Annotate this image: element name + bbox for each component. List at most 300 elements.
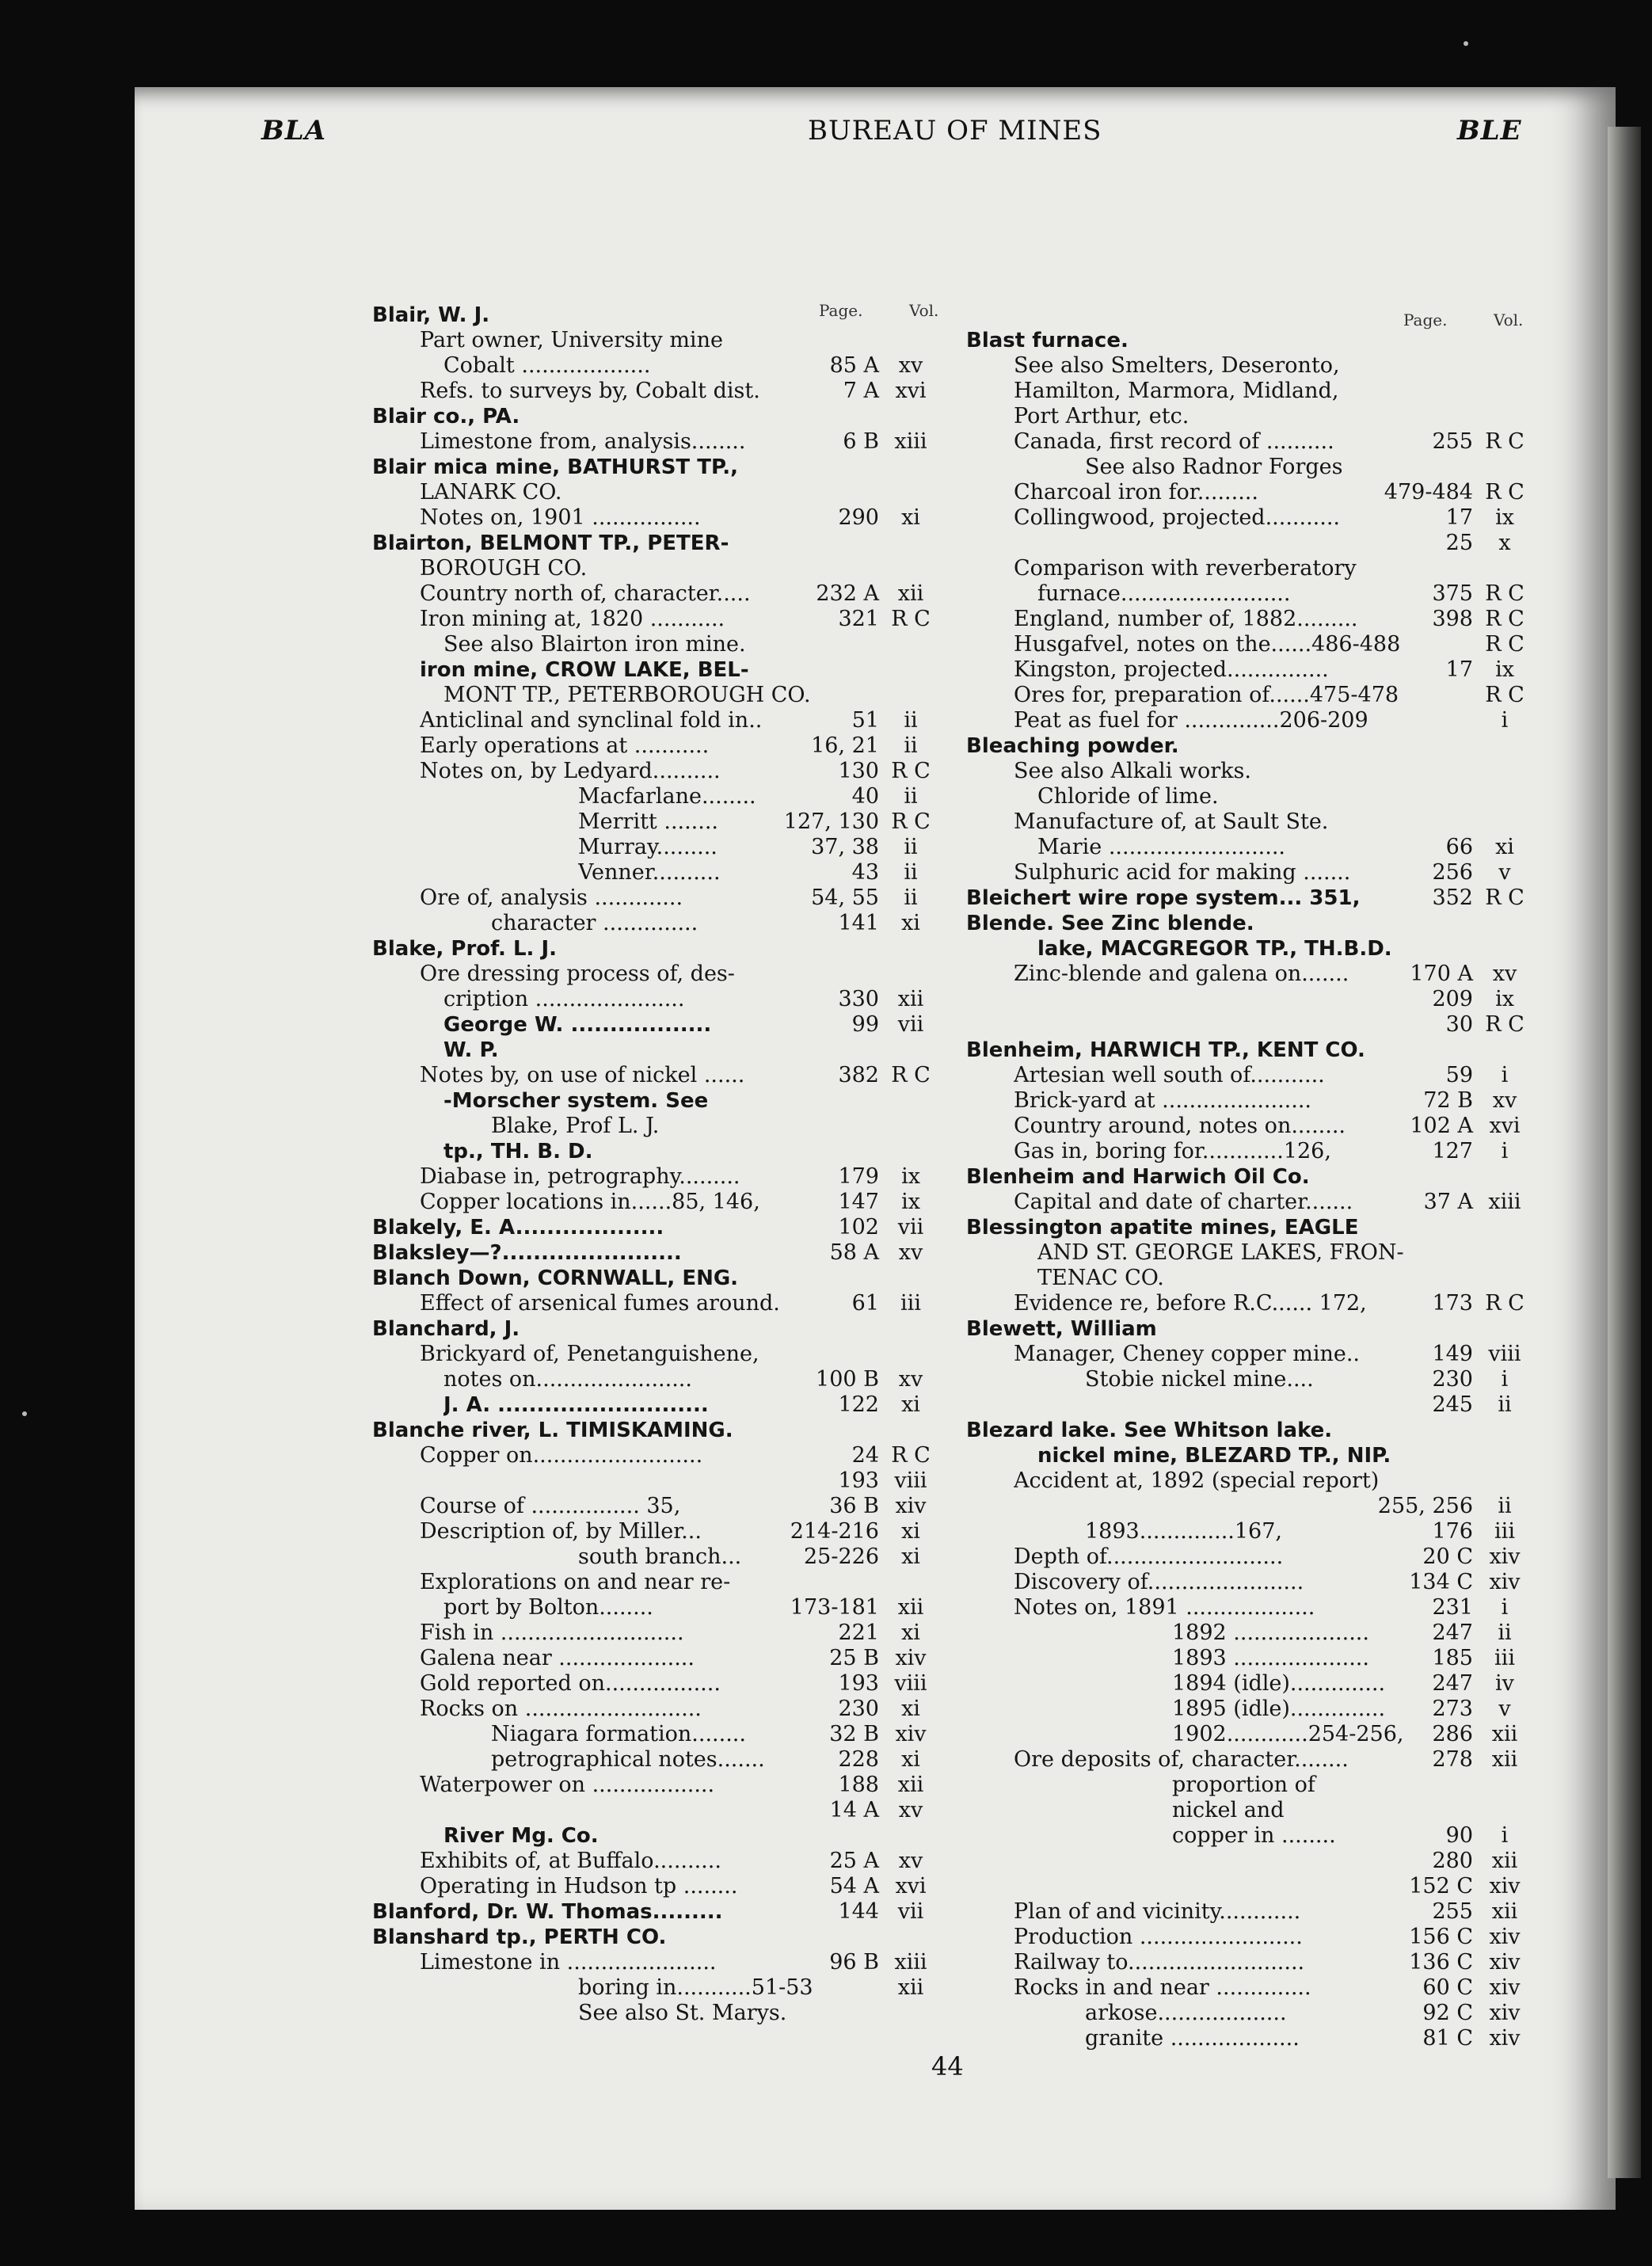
entry-text: Blanshard tp., PERTH CO. — [372, 1925, 667, 1949]
index-entry — [372, 429, 934, 455]
entry-text: Blakely, E. A................... — [372, 1216, 664, 1240]
entry-text: Collingwood, projected........... — [1014, 505, 1341, 530]
entry-text: notes on....................... — [443, 1367, 692, 1392]
entry-text: Blair, W. J. — [372, 303, 490, 327]
index-entry — [966, 1291, 1528, 1316]
entry-text: Blanch Down, CORNWALL, ENG. — [372, 1266, 739, 1290]
entry-page: 479-484 — [1384, 480, 1473, 505]
entry-text: Operating in Hudson tp ........ — [420, 1874, 738, 1898]
entry-text: Rocks on .......................... — [420, 1697, 702, 1721]
entry-page: 17 — [1445, 657, 1473, 682]
entry-text: Manufacture of, at Sault Ste. — [1014, 809, 1329, 834]
entry-page: 156 C — [1409, 1925, 1473, 1949]
entry-text: Gas in, boring for............126, — [1014, 1139, 1331, 1163]
index-entry — [372, 1646, 934, 1671]
entry-text: Ore deposits of, character........ — [1014, 1747, 1349, 1772]
entry-text: Galena near .................... — [420, 1646, 695, 1670]
entry-page: 99 — [851, 1012, 879, 1037]
index-entry — [966, 1418, 1528, 1443]
index-entry — [966, 455, 1528, 480]
entry-volume: R C — [1485, 885, 1524, 910]
entry-text: Course of ................ 35, — [420, 1494, 681, 1518]
entry-page: 398 — [1432, 607, 1473, 631]
index-entry — [966, 809, 1528, 835]
index-entry — [966, 1443, 1528, 1468]
entry-page: 100 B — [816, 1367, 879, 1392]
entry-text: TENAC CO. — [1037, 1266, 1164, 1290]
index-entry — [372, 303, 934, 328]
index-entry — [966, 1164, 1528, 1190]
entry-text: Blewett, William — [966, 1317, 1157, 1341]
index-entry — [966, 733, 1528, 759]
entry-text: BOROUGH CO. — [420, 556, 588, 581]
entry-volume: ii — [1498, 1620, 1512, 1645]
entry-volume: R C — [891, 809, 931, 834]
entry-page: 54, 55 — [811, 885, 879, 910]
entry-text: Limestone in ...................... — [420, 1950, 717, 1975]
index-entry — [966, 657, 1528, 683]
index-entry — [372, 1266, 934, 1291]
index-entry — [372, 1215, 934, 1240]
entry-page: 221 — [838, 1620, 879, 1645]
entry-text: 1895 (idle).............. — [1172, 1697, 1386, 1721]
entry-volume: xiv — [895, 1646, 927, 1670]
entry-volume: xiv — [1489, 2026, 1521, 2051]
entry-volume: vii — [897, 1012, 924, 1037]
entry-text: Limestone from, analysis........ — [420, 429, 746, 454]
index-entry — [966, 1570, 1528, 1595]
entry-volume: xiii — [1488, 1190, 1521, 1214]
index-entry — [966, 911, 1528, 936]
index-entry — [372, 1899, 934, 1925]
entry-page: 256 — [1432, 860, 1473, 885]
index-entry — [966, 708, 1528, 733]
index-entry — [372, 328, 934, 353]
index-entry — [966, 1114, 1528, 1139]
entry-page: 147 — [838, 1190, 879, 1214]
index-entry — [372, 911, 934, 936]
entry-page: 58 A — [829, 1240, 879, 1265]
entry-text: Hamilton, Marmora, Midland, — [1014, 379, 1339, 403]
entry-text: Refs. to surveys by, Cobalt dist. — [420, 379, 760, 403]
index-entry — [966, 1190, 1528, 1215]
entry-text: Depth of.......................... — [1014, 1544, 1284, 1569]
entry-text: Notes on, 1901 ................ — [420, 505, 701, 530]
index-entry — [966, 1874, 1528, 1899]
entry-text: Copper locations in......85, 146, — [420, 1190, 760, 1214]
entry-page: 16, 21 — [811, 733, 879, 758]
entry-volume: iv — [1495, 1671, 1514, 1696]
index-entry — [372, 784, 934, 809]
entry-text: MONT TP., PETERBOROUGH CO. — [443, 683, 811, 707]
entry-text: Manager, Cheney copper mine.. — [1014, 1342, 1361, 1366]
entry-page: 141 — [838, 911, 879, 935]
entry-volume: xvi — [1489, 1114, 1521, 1138]
entry-page: 278 — [1432, 1747, 1473, 1772]
index-entry — [372, 556, 934, 581]
entry-text: Copper on......................... — [420, 1443, 703, 1468]
entry-text: Blessington apatite mines, EAGLE — [966, 1216, 1359, 1240]
index-entry — [372, 885, 934, 911]
index-entry — [966, 1519, 1528, 1544]
entry-text: proportion of — [1172, 1773, 1315, 1797]
index-entry — [372, 936, 934, 962]
entry-text: W. P. — [443, 1038, 499, 1062]
entry-text: Railway to.......................... — [1014, 1950, 1305, 1975]
entry-page: 179 — [838, 1164, 879, 1189]
index-entry — [966, 683, 1528, 708]
entry-volume: xi — [901, 1519, 920, 1544]
entry-page: 193 — [838, 1671, 879, 1696]
entry-text: See also St. Marys. — [578, 2001, 787, 2025]
index-entry — [372, 1190, 934, 1215]
entry-text: AND ST. GEORGE LAKES, FRON- — [1037, 1240, 1404, 1265]
entry-volume: R C — [1485, 480, 1524, 505]
entry-text: Blaksley—?....................... — [372, 1241, 682, 1265]
index-entry — [966, 1925, 1528, 1950]
entry-volume: xv — [898, 1240, 923, 1265]
entry-volume: ix — [901, 1190, 920, 1214]
entry-volume: xi — [901, 505, 920, 530]
entry-page: 20 C — [1422, 1544, 1473, 1569]
entry-text: 1894 (idle).............. — [1172, 1671, 1386, 1696]
entry-text: Ore dressing process of, des- — [420, 962, 735, 986]
entry-page: 255, 256 — [1377, 1494, 1473, 1518]
dust-speck — [1464, 41, 1468, 46]
entry-text: Part owner, University mine — [420, 328, 723, 352]
index-entry — [372, 1012, 934, 1038]
entry-volume: R C — [891, 1063, 931, 1087]
entry-text: Discovery of....................... — [1014, 1570, 1304, 1594]
index-column-right — [966, 328, 1528, 2051]
entry-page: 382 — [838, 1063, 879, 1087]
index-entry — [966, 1722, 1528, 1747]
entry-text: iron mine, CROW LAKE, BEL- — [420, 658, 749, 682]
entry-text: Venner.......... — [578, 860, 721, 885]
index-entry — [372, 379, 934, 404]
entry-page: 60 C — [1422, 1975, 1473, 2000]
entry-page: 36 B — [829, 1494, 879, 1518]
entry-volume: i — [1501, 1139, 1509, 1163]
entry-page: 40 — [851, 784, 879, 809]
entry-volume: v — [1498, 1697, 1511, 1721]
entry-text: Blast furnace. — [966, 329, 1129, 352]
entry-volume: R C — [1485, 1291, 1524, 1316]
header-center: BUREAU OF MINES — [808, 115, 1102, 147]
index-entry — [966, 1316, 1528, 1342]
entry-page: 231 — [1432, 1595, 1473, 1620]
entry-volume: ii — [904, 708, 918, 733]
entry-text: Blair co., PA. — [372, 405, 520, 428]
index-entry — [966, 1392, 1528, 1418]
entry-page: 6 B — [843, 429, 879, 454]
right-vol-heading: Vol. — [1494, 310, 1524, 329]
entry-text: Blende. See Zinc blende. — [966, 912, 1254, 935]
right-page-heading: Page. — [1403, 310, 1448, 329]
entry-page: 193 — [838, 1468, 879, 1493]
entry-volume: iii — [1494, 1519, 1515, 1544]
entry-page: 37, 38 — [811, 835, 879, 859]
entry-volume: iii — [900, 1291, 921, 1316]
index-entry — [966, 1697, 1528, 1722]
left-page-heading: Page. — [819, 301, 863, 320]
entry-text: 1893 .................... — [1172, 1646, 1369, 1670]
index-entry — [966, 860, 1528, 885]
entry-page: 54 A — [829, 1874, 879, 1898]
entry-volume: xii — [1491, 1747, 1518, 1772]
index-entry — [372, 1392, 934, 1418]
index-entry — [372, 1038, 934, 1063]
entry-text: Accident at, 1892 (special report) — [1014, 1468, 1380, 1493]
index-entry — [966, 835, 1528, 860]
entry-text: copper in ........ — [1172, 1823, 1336, 1848]
index-entry — [966, 784, 1528, 809]
entry-page: 230 — [838, 1697, 879, 1721]
entry-text: Blake, Prof L. J. — [491, 1114, 660, 1138]
entry-text: Anticlinal and synclinal fold in.. — [420, 708, 763, 733]
entry-page: 37 A — [1423, 1190, 1473, 1214]
entry-text: Kingston, projected............... — [1014, 657, 1329, 682]
entry-text: Marie .......................... — [1037, 835, 1285, 859]
entry-text: River Mg. Co. — [443, 1824, 599, 1848]
index-entry — [372, 1570, 934, 1595]
index-entry — [966, 2001, 1528, 2026]
entry-text: See also Radnor Forges — [1085, 455, 1343, 479]
entry-page: 286 — [1432, 1722, 1473, 1746]
entry-volume: xvi — [895, 379, 927, 403]
entry-text: Blanford, Dr. W. Thomas......... — [372, 1900, 723, 1924]
entry-volume: ii — [1498, 1392, 1512, 1417]
index-entry — [372, 480, 934, 505]
entry-text: furnace......................... — [1037, 581, 1291, 606]
index-entry — [966, 1215, 1528, 1240]
entry-text: Rocks in and near .............. — [1014, 1975, 1311, 2000]
entry-text: Ores for, preparation of......475-478 — [1014, 683, 1399, 707]
entry-page: 92 C — [1422, 2001, 1473, 2025]
entry-text: Notes on, 1891 ................... — [1014, 1595, 1315, 1620]
entry-text: Merritt ........ — [578, 809, 719, 834]
entry-text: Blezard lake. See Whitson lake. — [966, 1419, 1333, 1442]
index-entry — [372, 1114, 934, 1139]
entry-page: 25 — [1445, 531, 1473, 555]
entry-text: Blairton, BELMONT TP., PETER- — [372, 531, 729, 555]
entry-text: -Morscher system. See — [443, 1089, 709, 1113]
entry-page: 228 — [838, 1747, 879, 1772]
index-entry — [966, 1950, 1528, 1975]
entry-volume: xii — [1491, 1722, 1518, 1746]
index-entry — [372, 809, 934, 835]
index-entry — [372, 1823, 934, 1849]
entry-text: Diabase in, petrography......... — [420, 1164, 740, 1189]
entry-text: Zinc-blende and galena on....... — [1014, 962, 1349, 986]
entry-page: 30 — [1445, 1012, 1473, 1037]
entry-text: Blake, Prof. L. J. — [372, 937, 558, 961]
entry-text: Waterpower on .................. — [420, 1773, 715, 1797]
entry-volume: R C — [1485, 581, 1524, 606]
index-entry — [966, 1823, 1528, 1849]
entry-text: George W. .................. — [443, 1013, 712, 1037]
index-entry — [966, 936, 1528, 962]
entry-page: 232 A — [816, 581, 879, 606]
entry-text: Artesian well south of........... — [1014, 1063, 1325, 1087]
index-entry — [372, 962, 934, 987]
index-entry — [372, 1468, 934, 1494]
entry-volume: xi — [901, 1747, 920, 1772]
entry-page: 32 B — [829, 1722, 879, 1746]
entry-page: 51 — [851, 708, 879, 733]
entry-volume: xi — [901, 1620, 920, 1645]
entry-volume: xiii — [894, 429, 927, 454]
entry-page: 81 C — [1422, 2026, 1473, 2051]
entry-volume: vii — [897, 1215, 924, 1240]
entry-volume: xv — [898, 1798, 923, 1822]
entry-text: Gold reported on................. — [420, 1671, 721, 1696]
entry-volume: i — [1501, 1063, 1509, 1087]
entry-volume: xiv — [1489, 1950, 1521, 1975]
entry-text: J. A. ........................... — [443, 1393, 709, 1417]
entry-text: Sulphuric acid for making ....... — [1014, 860, 1351, 885]
index-entry — [372, 1088, 934, 1114]
index-column-left — [372, 303, 934, 2026]
entry-volume: xii — [1491, 1849, 1518, 1873]
entry-volume: xiv — [895, 1494, 927, 1518]
entry-page: 102 — [838, 1215, 879, 1240]
entry-page: 25 A — [829, 1849, 879, 1873]
entry-text: Comparison with reverberatory — [1014, 556, 1357, 581]
entry-volume: ii — [904, 835, 918, 859]
entry-volume: R C — [891, 1443, 931, 1468]
entry-page: 273 — [1432, 1697, 1473, 1721]
entry-page: 149 — [1432, 1342, 1473, 1366]
entry-volume: xv — [1492, 962, 1517, 986]
index-entry — [372, 2001, 934, 2026]
entry-text: character .............. — [491, 911, 698, 935]
index-entry — [372, 1874, 934, 1899]
index-entry — [966, 1342, 1528, 1367]
entry-volume: xi — [901, 1392, 920, 1417]
index-entry — [372, 1975, 934, 2001]
index-entry — [372, 353, 934, 379]
entry-text: Blenheim and Harwich Oil Co. — [966, 1165, 1310, 1189]
entry-volume: xiv — [895, 1722, 927, 1746]
entry-page: 66 — [1445, 835, 1473, 859]
index-entry — [372, 1139, 934, 1164]
index-entry — [966, 1899, 1528, 1925]
entry-text: Country around, notes on........ — [1014, 1114, 1346, 1138]
entry-page: 176 — [1432, 1519, 1473, 1544]
entry-text: Plan of and vicinity............ — [1014, 1899, 1301, 1924]
entry-text: Niagara formation........ — [491, 1722, 746, 1746]
entry-page: 352 — [1432, 885, 1473, 910]
entry-volume: viii — [1488, 1342, 1521, 1366]
entry-volume: xiv — [1489, 1925, 1521, 1949]
entry-page: 255 — [1432, 429, 1473, 454]
entry-page: 96 B — [829, 1950, 879, 1975]
entry-page: 247 — [1432, 1620, 1473, 1645]
index-entry — [966, 962, 1528, 987]
index-entry — [966, 531, 1528, 556]
index-entry — [966, 581, 1528, 607]
entry-page: 245 — [1432, 1392, 1473, 1417]
index-entry — [372, 607, 934, 632]
entry-page: 255 — [1432, 1899, 1473, 1924]
index-entry — [966, 632, 1528, 657]
index-entry — [966, 1620, 1528, 1646]
entry-page: 43 — [851, 860, 879, 885]
index-entry — [372, 1519, 934, 1544]
entry-text: petrographical notes....... — [491, 1747, 765, 1772]
entry-page: 247 — [1432, 1671, 1473, 1696]
page-number: 44 — [931, 2051, 964, 2081]
index-entry — [372, 1418, 934, 1443]
index-entry — [372, 1342, 934, 1367]
entry-text: Port Arthur, etc. — [1014, 404, 1190, 428]
index-entry — [372, 1798, 934, 1823]
entry-volume: R C — [1485, 429, 1524, 454]
entry-page: 290 — [838, 505, 879, 530]
index-entry — [966, 1975, 1528, 2001]
index-entry — [372, 860, 934, 885]
index-entry — [966, 480, 1528, 505]
entry-page: 25 B — [829, 1646, 879, 1670]
entry-page: 209 — [1432, 987, 1473, 1011]
index-entry — [966, 328, 1528, 353]
entry-volume: xi — [901, 911, 920, 935]
entry-volume: i — [1501, 1595, 1509, 1620]
entry-text: Blanche river, L. TIMISKAMING. — [372, 1419, 733, 1442]
index-entry — [966, 1367, 1528, 1392]
index-entry — [372, 683, 934, 708]
entry-page: 188 — [838, 1773, 879, 1797]
entry-page: 90 — [1445, 1823, 1473, 1848]
entry-volume: xv — [898, 353, 923, 378]
index-entry — [372, 708, 934, 733]
entry-volume: viii — [894, 1671, 927, 1696]
entry-volume: xii — [1491, 1899, 1518, 1924]
entry-volume: xiv — [1489, 2001, 1521, 2025]
entry-page: 280 — [1432, 1849, 1473, 1873]
index-entry — [966, 1494, 1528, 1519]
entry-text: Production ........................ — [1014, 1925, 1303, 1949]
index-entry — [966, 1088, 1528, 1114]
index-entry — [372, 1722, 934, 1747]
index-entry — [372, 1773, 934, 1798]
index-entry — [372, 733, 934, 759]
entry-page: 24 — [851, 1443, 879, 1468]
entry-text: arkose................... — [1085, 2001, 1287, 2025]
entry-text: Macfarlane........ — [578, 784, 756, 809]
entry-volume: xii — [897, 987, 924, 1011]
entry-page: 7 A — [843, 379, 879, 403]
index-entry — [966, 1773, 1528, 1798]
entry-text: south branch... — [578, 1544, 742, 1569]
index-entry — [372, 632, 934, 657]
entry-text: Blenheim, HARWICH TP., KENT CO. — [966, 1038, 1365, 1062]
entry-volume: R C — [1485, 1012, 1524, 1037]
entry-text: lake, MACGREGOR TP., TH.B.D. — [1037, 937, 1392, 961]
entry-text: Evidence re, before R.C...... 172, — [1014, 1291, 1367, 1316]
index-entry — [966, 1595, 1528, 1620]
index-entry — [966, 379, 1528, 404]
index-entry — [372, 404, 934, 429]
entry-volume: ix — [1495, 657, 1514, 682]
index-entry — [372, 1063, 934, 1088]
entry-volume: xii — [897, 1595, 924, 1620]
entry-page: 127, 130 — [783, 809, 879, 834]
index-entry — [372, 581, 934, 607]
entry-volume: ii — [904, 733, 918, 758]
entry-text: Canada, first record of .......... — [1014, 429, 1334, 454]
